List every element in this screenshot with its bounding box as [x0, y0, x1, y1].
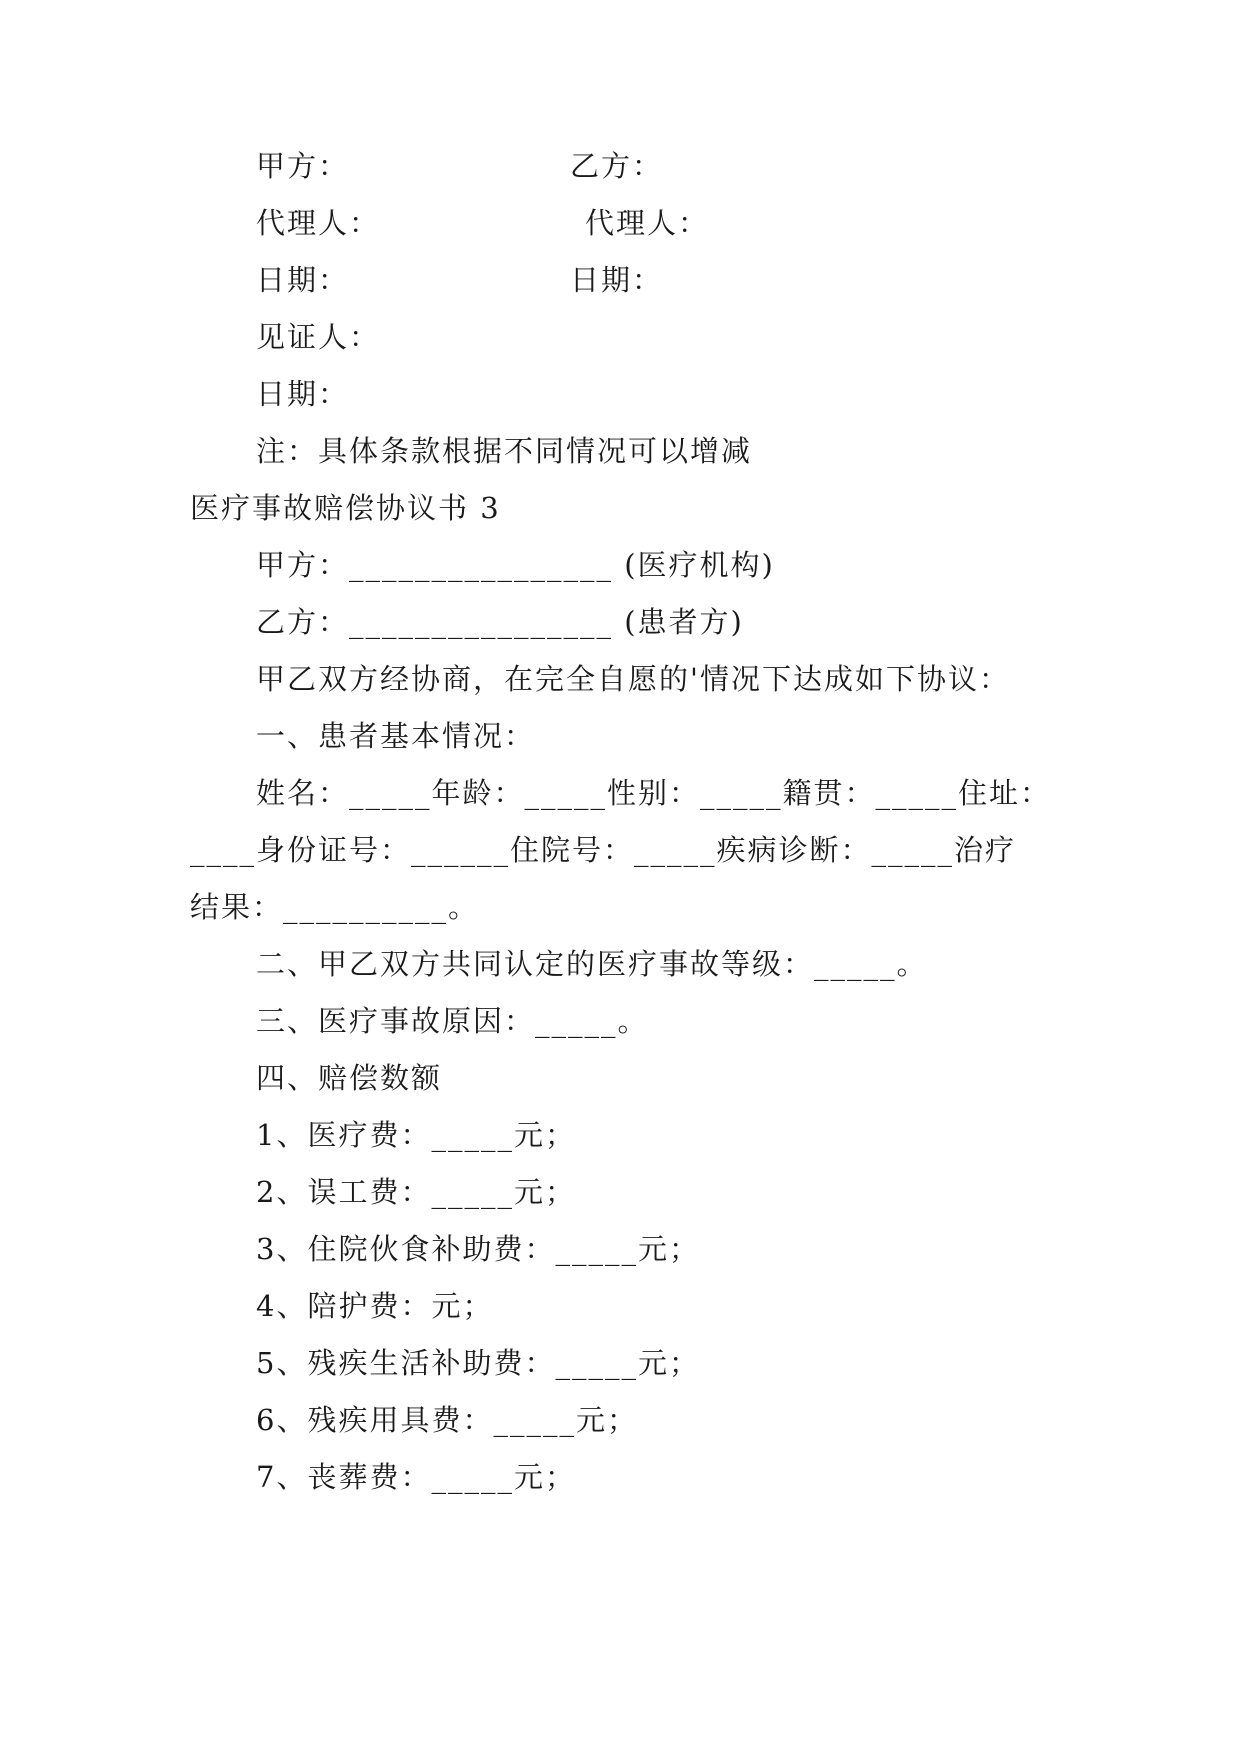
agent-b-label: 代理人：: [585, 206, 710, 240]
party-a-signature-label: 甲方：: [256, 149, 350, 183]
compensation-item: 7、丧葬费：_____元；: [256, 1460, 576, 1494]
clause-2: 二、甲乙双方共同认定的医疗事故等级：_____。: [256, 947, 928, 981]
compensation-item: 2、误工费：_____元；: [256, 1175, 576, 1209]
party-a-line: 甲方：________________ (医疗机构): [256, 548, 775, 582]
witness-label: 见证人：: [256, 320, 381, 354]
party-b-signature-label: 乙方：: [570, 149, 664, 183]
compensation-item: 4、陪护费：元；: [256, 1289, 494, 1323]
compensation-item: 1、医疗费：_____元；: [256, 1118, 576, 1152]
patient-info-line-2: ____身份证号：______住院号：_____疾病诊断：_____治疗: [190, 833, 1017, 867]
party-b-line: 乙方：________________ (患者方): [256, 605, 744, 639]
note-text: 注：具体条款根据不同情况可以增减: [256, 434, 753, 468]
compensation-item: 5、残疾生活补助费：_____元；: [256, 1346, 700, 1380]
date-a-label: 日期：: [256, 263, 350, 297]
agreement-title: 医疗事故赔偿协议书 3: [190, 491, 501, 525]
compensation-item: 3、住院伙食补助费：_____元；: [256, 1232, 700, 1266]
clause-4-heading: 四、赔偿数额: [256, 1061, 443, 1095]
patient-info-line-3: 结果：__________。: [190, 890, 480, 924]
clause-1-heading: 一、患者基本情况：: [256, 719, 536, 753]
patient-info-line-1: 姓名：_____年龄：_____性别：_____籍贯：_____住址：: [256, 776, 1052, 810]
compensation-item: 6、残疾用具费：_____元；: [256, 1403, 638, 1437]
clause-3: 三、医疗事故原因：_____。: [256, 1004, 649, 1038]
preamble-text: 甲乙双方经协商，在完全自愿的'情况下达成如下协议：: [256, 662, 1010, 696]
agent-a-label: 代理人：: [256, 206, 381, 240]
witness-date-label: 日期：: [256, 377, 350, 411]
date-b-label: 日期：: [570, 263, 664, 297]
